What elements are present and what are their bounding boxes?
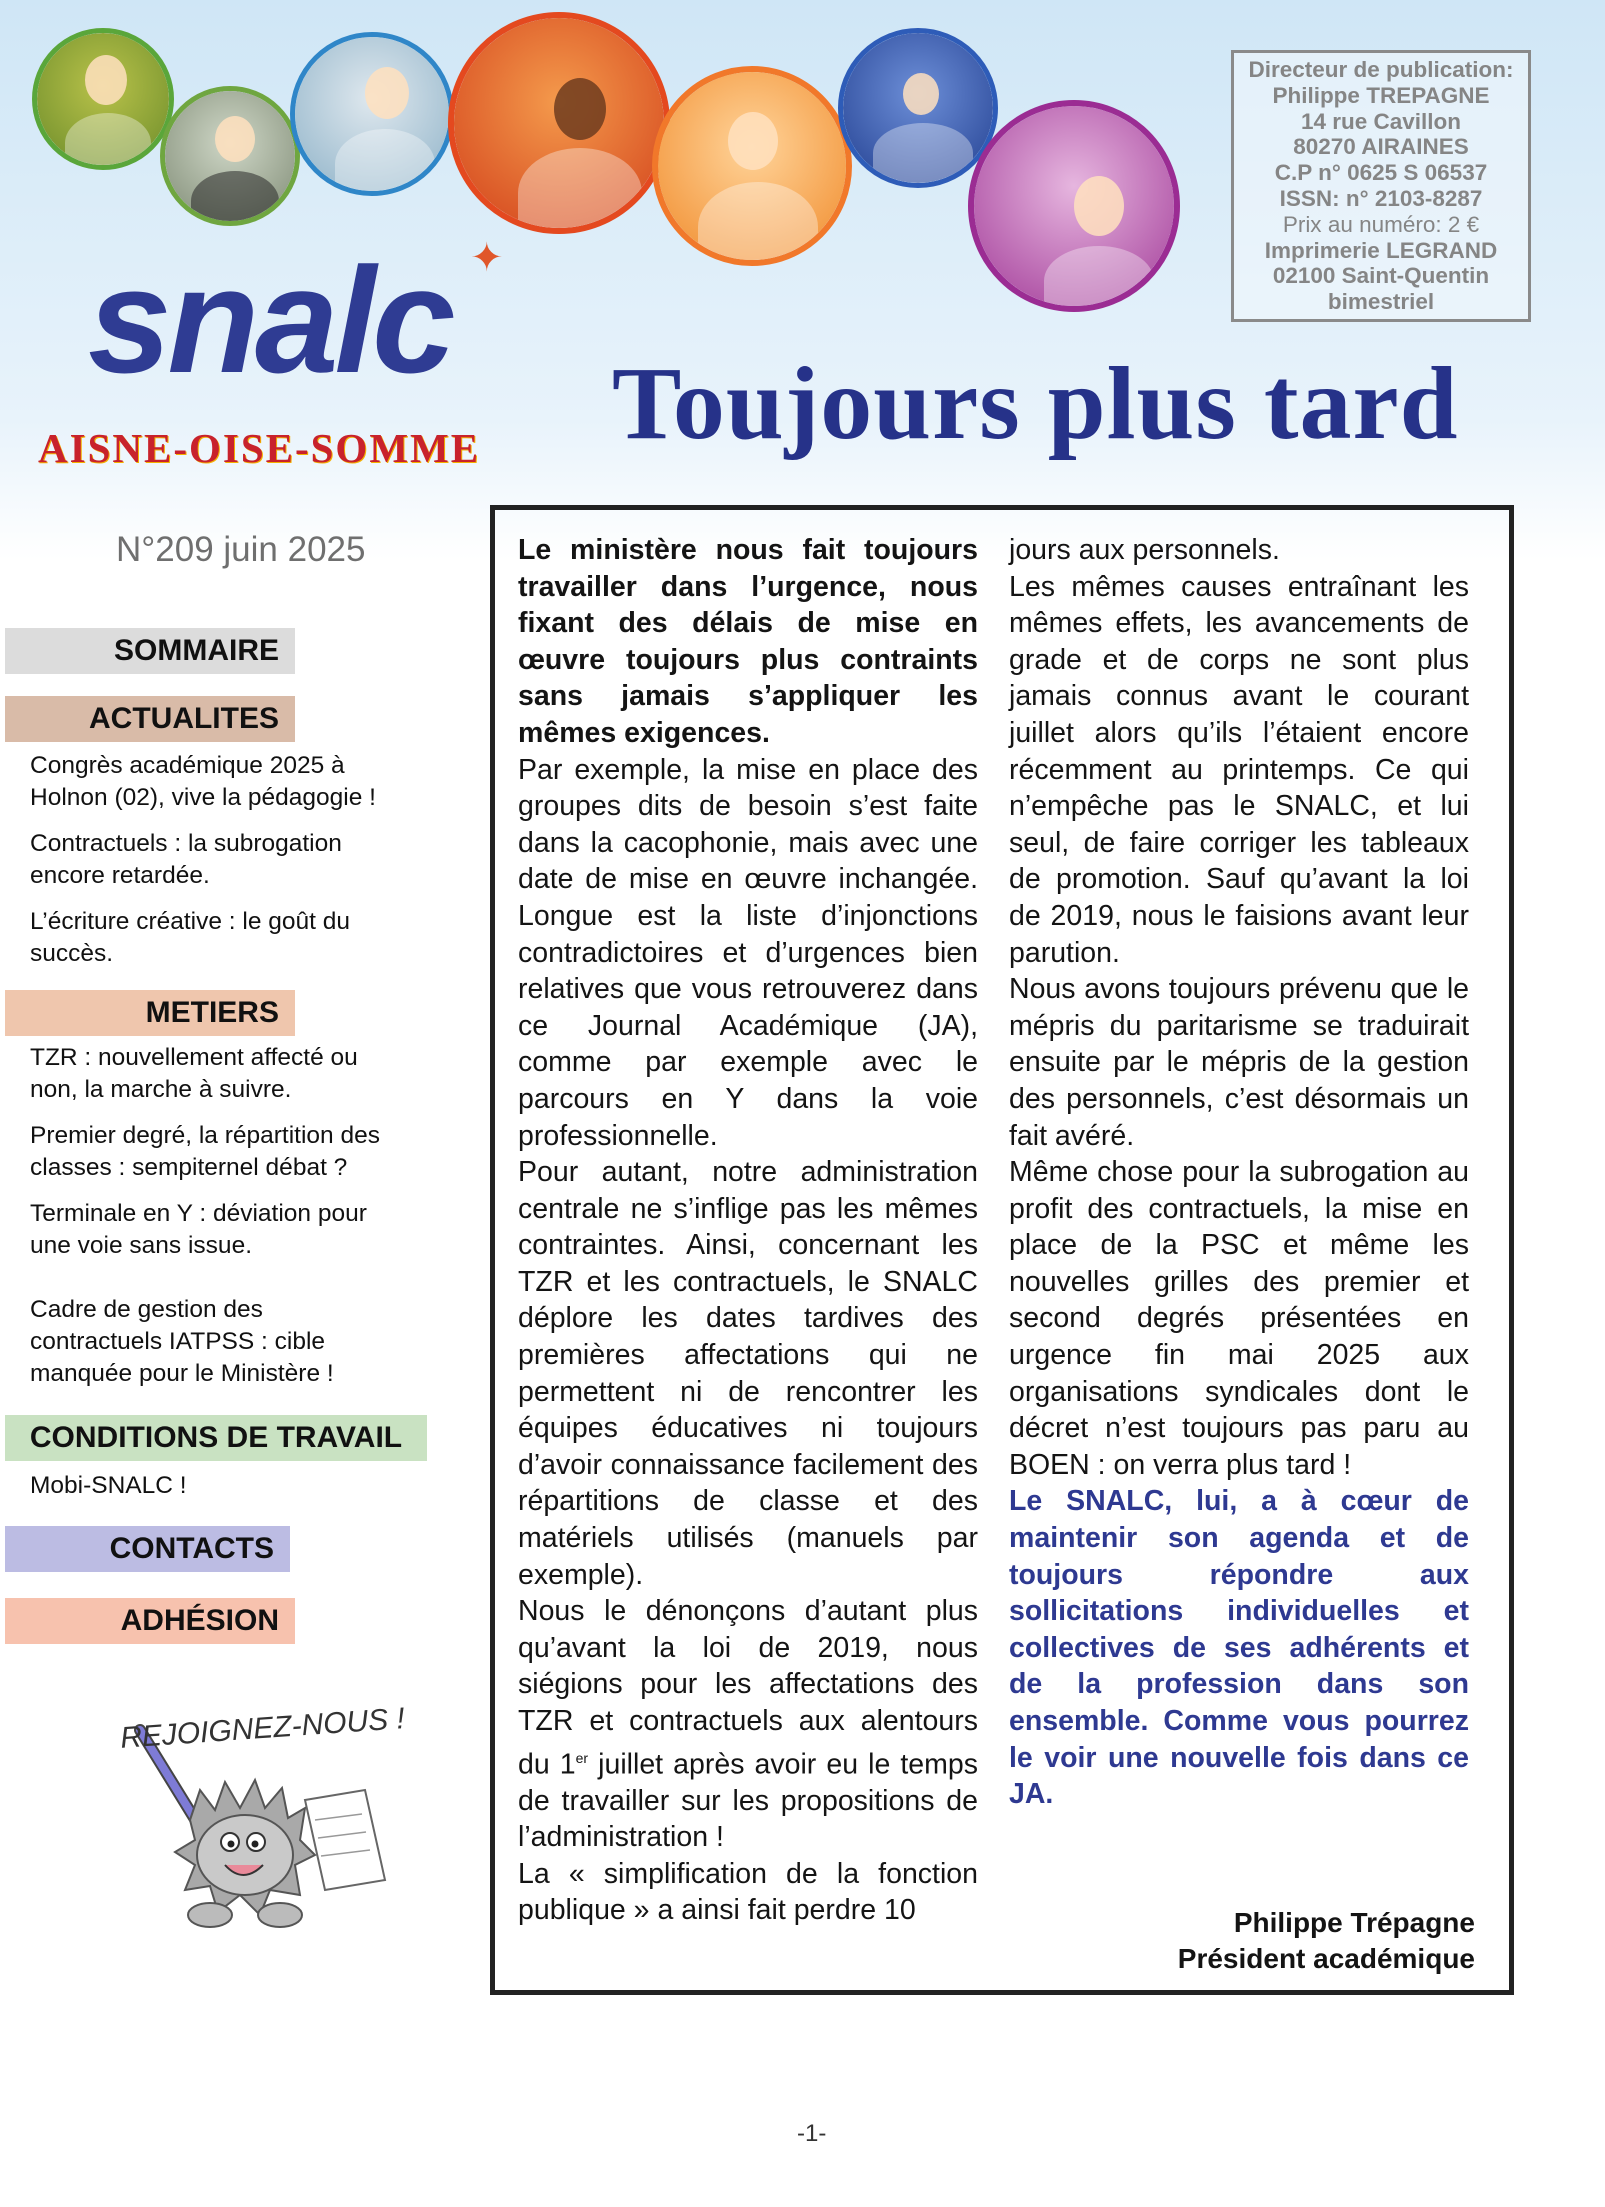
cartoon-caption: REJOIGNEZ-NOUS !	[119, 1702, 406, 1755]
photo-circle-2	[160, 86, 300, 226]
article-paragraph: Par exemple, la mise en place des groupes dits de besoin s’est faite dans la cacophonie, mais avec une date de mise en œuvre inchangée. Longue est la liste d’injonctions contradictoires et d’urgences bien relatives que vous retrouverez dans ce Journal Académique (JA), comme par exemple avec le parcours en Y dans la voie professionnelle.	[518, 753, 978, 1152]
section-metiers[interactable]	[5, 990, 295, 1036]
article-lead: Le ministère nous fait toujours travailler dans l’urgence, nous fixant des délais de mise en œuvre toujours plus contraints sans jamais s’appliquer les mêmes exigences.	[518, 534, 978, 749]
list-item[interactable]	[30, 828, 342, 892]
pub-line: 14 rue Cavillon	[1300, 108, 1462, 134]
page-title: Toujours plus tard	[612, 346, 1459, 461]
pub-line: 80270 AIRAINES	[1293, 134, 1469, 160]
list-item[interactable]	[30, 906, 350, 970]
article-paragraph	[518, 1593, 978, 1856]
superscript: er	[575, 1749, 589, 1766]
list-item[interactable]	[30, 1120, 380, 1184]
item-line: non, la marche à suivre.	[30, 1076, 292, 1103]
signature-name: Philippe Trépagne	[1233, 1907, 1475, 1938]
article-paragraph: La « simplification de la fonction publique » a ainsi fait perdre 10	[518, 1857, 978, 1927]
list-item[interactable]	[30, 750, 376, 814]
article-paragraph: Les mêmes causes entraînant les mêmes effets, les avancements de grade et de corps ne sont plus jamais connus avant le courant juillet alors qu’ils l’étaient encore récemment au printemps. Ce qui n’empêche pas le SNALC, et lui seul, de faire corriger les tableaux de promotion. Sauf qu’avant la loi de 2019, nous le faisions avant leur parution.	[1009, 570, 1469, 969]
item-line: Holnon (02), vive la pédagogie !	[30, 784, 376, 811]
section-adhesion-label: ADHÉSION	[120, 1604, 279, 1637]
section-conditions[interactable]	[5, 1415, 427, 1461]
pub-line: bimestriel	[1327, 289, 1435, 315]
item-line: une voie sans issue.	[30, 1232, 252, 1259]
item-line: succès.	[30, 940, 114, 967]
item-line: Cadre de gestion des	[30, 1296, 263, 1323]
signature-role: Président académique	[1177, 1943, 1475, 1974]
text-run: Nous le dénonçons d’autant plus qu’avant la loi de 2019, nous siégions pour les affectations des TZR et contractuels aux alentours du 1	[518, 1595, 978, 1781]
item-line: classes : sempiternel débat ?	[30, 1154, 348, 1181]
photo-circle-5	[652, 66, 852, 266]
item-line: Contractuels : la subrogation	[30, 830, 342, 857]
list-item[interactable]	[30, 1042, 358, 1106]
photo-circle-3	[290, 32, 454, 196]
section-conditions-label: CONDITIONS DE TRAVAIL	[29, 1421, 403, 1454]
section-contacts-label: CONTACTS	[109, 1532, 274, 1565]
pub-line: Prix au numéro: 2 €	[1282, 211, 1480, 237]
item-line: Terminale en Y : déviation pour	[30, 1200, 367, 1227]
article-paragraph: Même chose pour la subrogation au profit des contractuels, la mise en place de la PSC et même les nouvelles grilles des premier et second degrés présentées en urgence fin mai 2025 aux organisations syndicales dont le décret n’est toujours pas paru au BOEN : on verra plus tard !	[1009, 1156, 1469, 1481]
item-line: L’écriture créative : le goût du	[30, 908, 351, 935]
section-actualites-label: ACTUALITES	[89, 702, 279, 735]
text-run: juillet après avoir eu le temps de travailler sur les propositions de l’administration !	[518, 1748, 978, 1854]
photo-circle-6	[838, 28, 998, 188]
section-adhesion[interactable]	[5, 1598, 295, 1644]
issue-number: N°209 juin 2025	[116, 530, 366, 569]
item-line: manquée pour le Ministère !	[30, 1360, 334, 1387]
pub-line: C.P n° 0625 S 06537	[1274, 160, 1488, 186]
article-paragraph: Pour autant, notre administration centrale ne s’inflige pas les mêmes contraintes. Ainsi, concernant les TZR et les contractuels, le SNALC déplore les dates tardives des premières affectations qui ne permettent ni de rencontrer les équipes éducatives ni toujours d’avoir connaissance facilement des répartitions de classe et des matériels utilisés (manuels par exemple).	[518, 1156, 978, 1591]
section-sommaire[interactable]	[5, 628, 295, 674]
logo-star-icon: ✦	[470, 236, 504, 280]
pub-line: ISSN: n° 2103-8287	[1279, 185, 1483, 211]
list-item[interactable]	[30, 1470, 187, 1502]
article-paragraph: jours aux personnels.	[1009, 534, 1280, 566]
pub-line: Imprimerie LEGRAND	[1264, 237, 1498, 263]
item-line: Congrès académique 2025 à	[30, 752, 345, 779]
item-line: encore retardée.	[30, 862, 210, 889]
photo-circle-7	[968, 100, 1180, 312]
pub-line: 02100 Saint-Quentin	[1272, 263, 1490, 289]
pub-line: Philippe TREPAGNE	[1272, 82, 1490, 108]
signature	[1178, 1905, 1475, 1977]
section-metiers-label: METIERS	[145, 996, 279, 1029]
logo-region: AISNE-OISE-SOMME	[38, 425, 481, 471]
pub-line: Directeur de publication:	[1248, 57, 1514, 82]
list-item[interactable]	[30, 1294, 334, 1390]
section-actualites[interactable]	[5, 696, 295, 742]
item-line: Mobi-SNALC !	[30, 1472, 187, 1499]
page-number: -1-	[797, 2120, 827, 2147]
article-right-column	[1009, 532, 1469, 1813]
publication-info-box	[1231, 50, 1531, 322]
item-line: Premier degré, la répartition des	[30, 1122, 380, 1149]
article-highlight: Le SNALC, lui, a à cœur de maintenir son agenda et de toujours répondre aux sollicitations individuelles et collectives de ses adhérents et de la profession dans son ensemble. Comme vous pourrez le voir une nouvelle fois dans ce JA.	[1009, 1485, 1469, 1811]
photo-circle-4	[448, 12, 670, 234]
section-contacts[interactable]	[5, 1526, 290, 1572]
section-sommaire-label: SOMMAIRE	[114, 634, 279, 667]
article-left-column	[518, 532, 978, 1929]
editorial-article	[490, 505, 1514, 1995]
item-line: TZR : nouvellement affecté ou	[30, 1044, 358, 1071]
list-item[interactable]	[30, 1198, 367, 1262]
article-paragraph: Nous avons toujours prévenu que le mépris du paritarisme se traduirait ensuite par le mépris de la gestion des personnels, c’est désormais un fait avéré.	[1009, 973, 1469, 1152]
snalc-logo: snalc	[88, 236, 452, 404]
photo-circle-1	[32, 28, 174, 170]
item-line: contractuels IATPSS : cible	[30, 1328, 326, 1355]
